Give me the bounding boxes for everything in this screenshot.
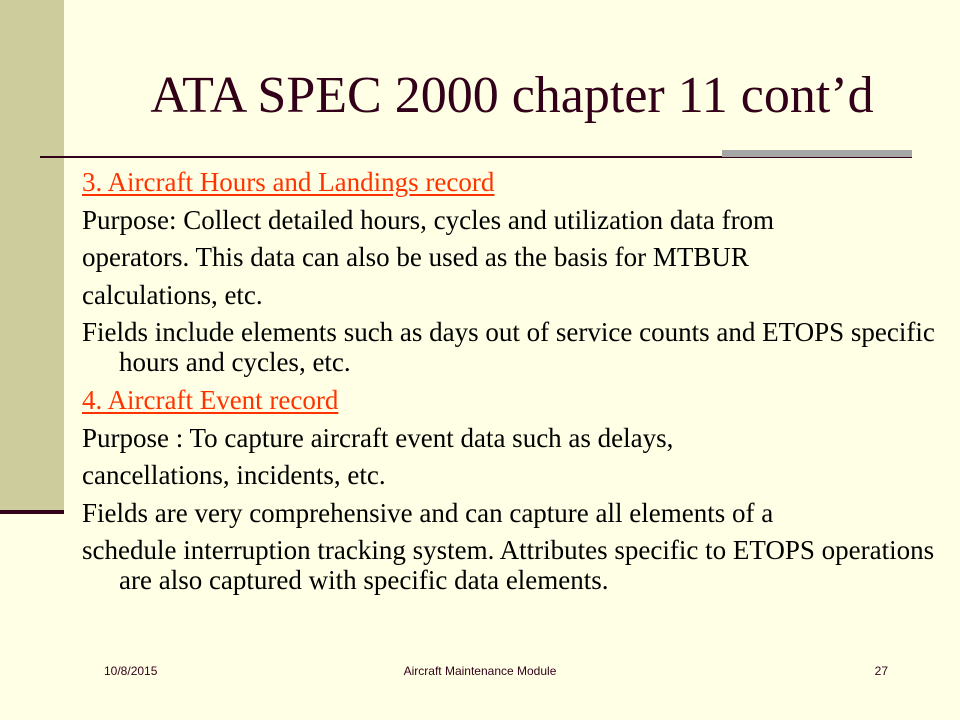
slide-title: ATA SPEC 2000 chapter 11 cont’d	[150, 67, 874, 124]
footer-date: 10/8/2015	[104, 664, 158, 678]
paragraph: Purpose: Collect detailed hours, cycles and utilization data from	[82, 204, 775, 235]
title-divider-accent	[722, 150, 912, 157]
slide-content	[82, 167, 942, 603]
paragraph: calculations, etc.	[82, 279, 263, 310]
left-accent-band	[0, 0, 64, 512]
footer-page-number: 27	[874, 664, 888, 678]
paragraph: schedule interruption tracking system. Attributes specific to ETOPS operations are also captured with specific data elements.	[82, 535, 935, 596]
footer-title: Aircraft Maintenance Module	[403, 664, 557, 678]
section-link-event-record[interactable]: 4. Aircraft Event record	[82, 384, 339, 415]
section-link-hours-landings[interactable]: 3. Aircraft Hours and Landings record	[82, 167, 495, 197]
paragraph: cancellations, incidents, etc.	[82, 460, 386, 491]
left-accent-rule	[0, 510, 64, 514]
paragraph: Fields are very comprehensive and can capture all elements of a	[82, 497, 774, 528]
paragraph: operators. This data can also be used as the basis for MTBUR	[82, 242, 749, 273]
paragraph: Fields include elements such as days out of service counts and ETOPS specific hours and cycles, etc.	[82, 317, 935, 378]
paragraph: Purpose : To capture aircraft event data such as delays,	[82, 422, 674, 453]
